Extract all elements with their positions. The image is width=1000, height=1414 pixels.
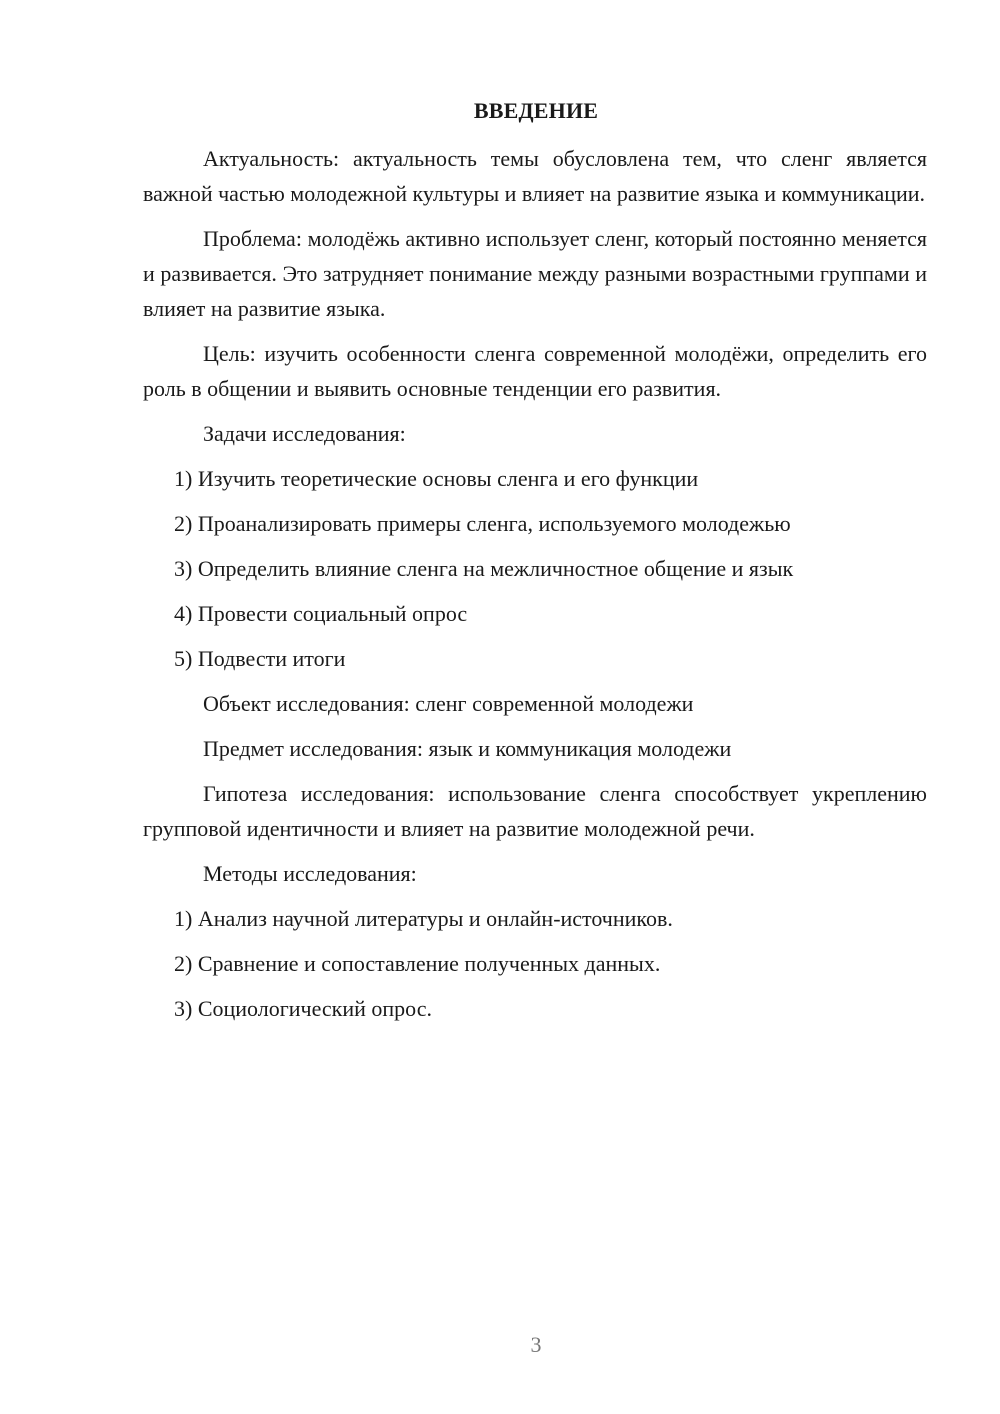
- list-item: 4) Провести социальный опрос: [174, 601, 468, 626]
- document-body: [143, 141, 927, 1036]
- tasks-label: Задачи исследования:: [203, 421, 406, 446]
- list-item: 2) Проанализировать примеры сленга, используемого молодежью: [174, 511, 791, 536]
- page-number: 3: [530, 1332, 542, 1357]
- problem-paragraph: Проблема: молодёжь активно использует сленг, который постоянно меняется и развивается. Это затрудняет понимание между разными возрастными группами и влияет на развитие языка.: [143, 226, 927, 321]
- object-paragraph: Объект исследования: сленг современной молодежи: [203, 691, 694, 716]
- tasks-list: [143, 461, 927, 676]
- list-item: 1) Анализ научной литературы и онлайн-источников.: [174, 906, 673, 931]
- methods-label: Методы исследования:: [203, 861, 417, 886]
- list-item: 5) Подвести итоги: [174, 646, 346, 671]
- list-item: 3) Социологический опрос.: [174, 996, 432, 1021]
- methods-list: [143, 901, 927, 1026]
- hypothesis-paragraph: Гипотеза исследования: использование сленга способствует укреплению групповой идентичности и влияет на развитие молодежной речи.: [143, 781, 927, 841]
- relevance-paragraph: Актуальность: актуальность темы обусловлена тем, что сленг является важной частью молодежной культуры и влияет на развитие языка и коммуникации.: [143, 146, 927, 206]
- goal-paragraph: Цель: изучить особенности сленга современной молодёжи, определить его роль в общении и выявить основные тенденции его развития.: [143, 341, 927, 401]
- page-title: ВВЕДЕНИЕ: [473, 98, 599, 123]
- list-item: 3) Определить влияние сленга на межличностное общение и язык: [174, 556, 794, 581]
- subject-paragraph: Предмет исследования: язык и коммуникация молодежи: [203, 736, 732, 761]
- list-item: 1) Изучить теоретические основы сленга и его функции: [174, 466, 699, 491]
- list-item: 2) Сравнение и сопоставление полученных данных.: [174, 951, 661, 976]
